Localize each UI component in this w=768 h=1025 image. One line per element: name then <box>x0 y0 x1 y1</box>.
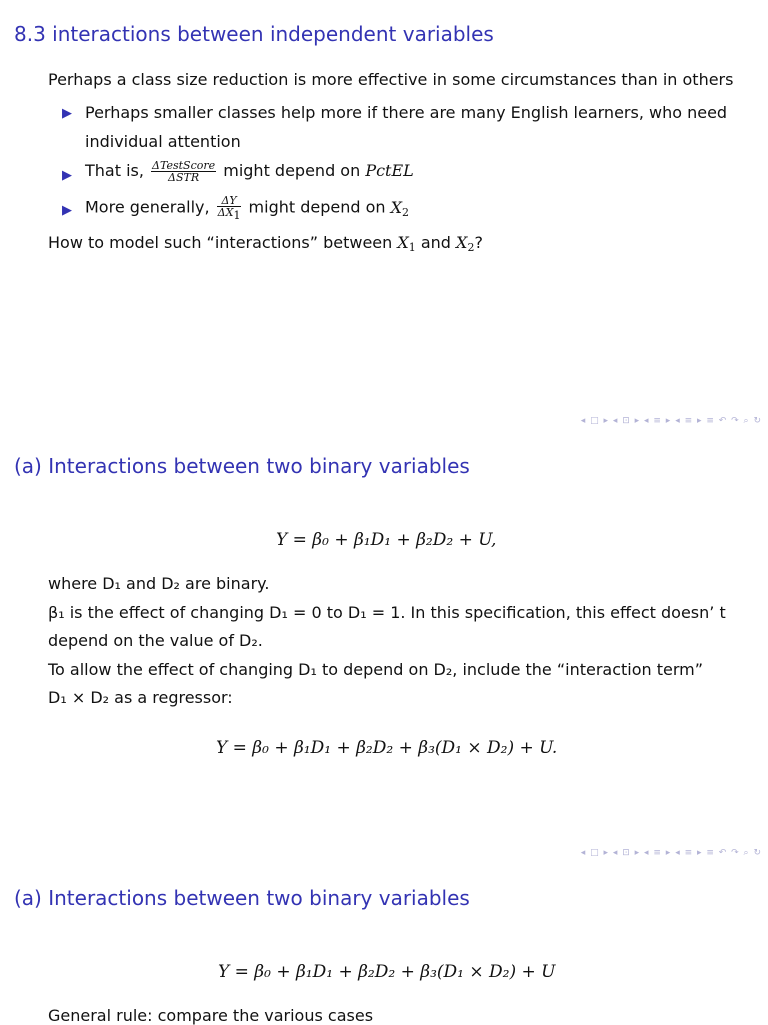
pctel-variable: PctEL <box>365 161 414 180</box>
equation-2: Y = β₀ + β₁D₁ + β₂D₂ + β₃(D₁ × D₂) + U. <box>216 738 558 758</box>
intro-text: Perhaps a class size reduction is more effective in some circumstances than in others <box>48 70 734 89</box>
den-subscript: 1 <box>233 209 241 222</box>
equation-3: Y = β₀ + β₁D₁ + β₂D₂ + β₃(D₁ × D₂) + U <box>218 962 556 982</box>
effect-line-1: β₁ is the effect of changing D₁ = 0 to D₁ = 1. In this specification, this effect doesn’ t <box>48 603 726 622</box>
x2-variable <box>391 198 409 217</box>
bullet-2-prefix: That is, <box>85 161 144 180</box>
slide-2 <box>0 432 768 864</box>
var-subscript: 1 <box>408 241 416 254</box>
bullet-2 <box>85 160 414 183</box>
bullet-2-mid: might depend on <box>223 161 361 180</box>
beamer-navigation-icons[interactable]: ◂ □ ▸ ◂ ⊡ ▸ ◂ ≡ ▸ ◂ ≡ ▸ ≡ ↶ ↷ ⌕ ↻ <box>580 848 762 858</box>
var-subscript: 2 <box>467 241 475 254</box>
bullet-triangle-icon: ▶ <box>62 203 72 218</box>
slide-title: (a) Interactions between two binary variables <box>14 886 470 910</box>
general-rule-text: General rule: compare the various cases <box>48 1006 374 1025</box>
question-part: How to model such “interactions” between <box>48 233 393 252</box>
bullet-1-line-1: Perhaps smaller classes help more if there are many English learners, who need <box>85 103 728 122</box>
question-text <box>48 233 483 254</box>
bullet-3-prefix: More generally, <box>85 197 210 217</box>
fraction-y-x1 <box>217 195 242 221</box>
slide-title: (a) Interactions between two binary variables <box>14 454 470 478</box>
var-symbol: X <box>390 197 403 217</box>
x1-variable <box>397 233 415 252</box>
bullet-1-line-2: individual attention <box>85 132 241 151</box>
slide-title: 8.3 interactions between independent variables <box>14 22 494 46</box>
effect-line-2: depend on the value of D₂. <box>48 631 263 650</box>
question-mark: ? <box>474 233 483 252</box>
equation-1: Y = β₀ + β₁D₁ + β₂D₂ + U, <box>276 530 497 550</box>
bullet-triangle-icon: ▶ <box>62 168 72 183</box>
beamer-navigation-icons[interactable]: ◂ □ ▸ ◂ ⊡ ▸ ◂ ≡ ▸ ◂ ≡ ▸ ≡ ↶ ↷ ⌕ ↻ <box>580 416 762 426</box>
x2-variable <box>456 233 474 252</box>
fraction-denominator <box>217 207 242 221</box>
bullet-triangle-icon: ▶ <box>62 106 72 121</box>
question-and: and <box>420 233 451 252</box>
fraction-numerator: ΔTestScore <box>152 159 216 172</box>
fraction-denominator: ΔSTR <box>168 171 200 184</box>
bullet-3 <box>85 195 409 221</box>
var-subscript: 2 <box>402 205 410 219</box>
allow-line-2: D₁ × D₂ as a regressor: <box>48 688 233 707</box>
var-symbol: X <box>397 233 409 252</box>
den-symbol: ΔX <box>217 206 234 219</box>
slide-1 <box>0 0 768 432</box>
fraction-numerator: ΔY <box>217 195 242 207</box>
allow-line-1: To allow the effect of changing D₁ to depend on D₂, include the “interaction term” <box>48 660 704 679</box>
var-symbol: X <box>456 233 468 252</box>
binary-line: where D₁ and D₂ are binary. <box>48 574 270 593</box>
slide-3 <box>0 864 768 1024</box>
fraction-testscore-str <box>151 160 216 183</box>
bullet-3-mid: might depend on <box>248 197 386 217</box>
